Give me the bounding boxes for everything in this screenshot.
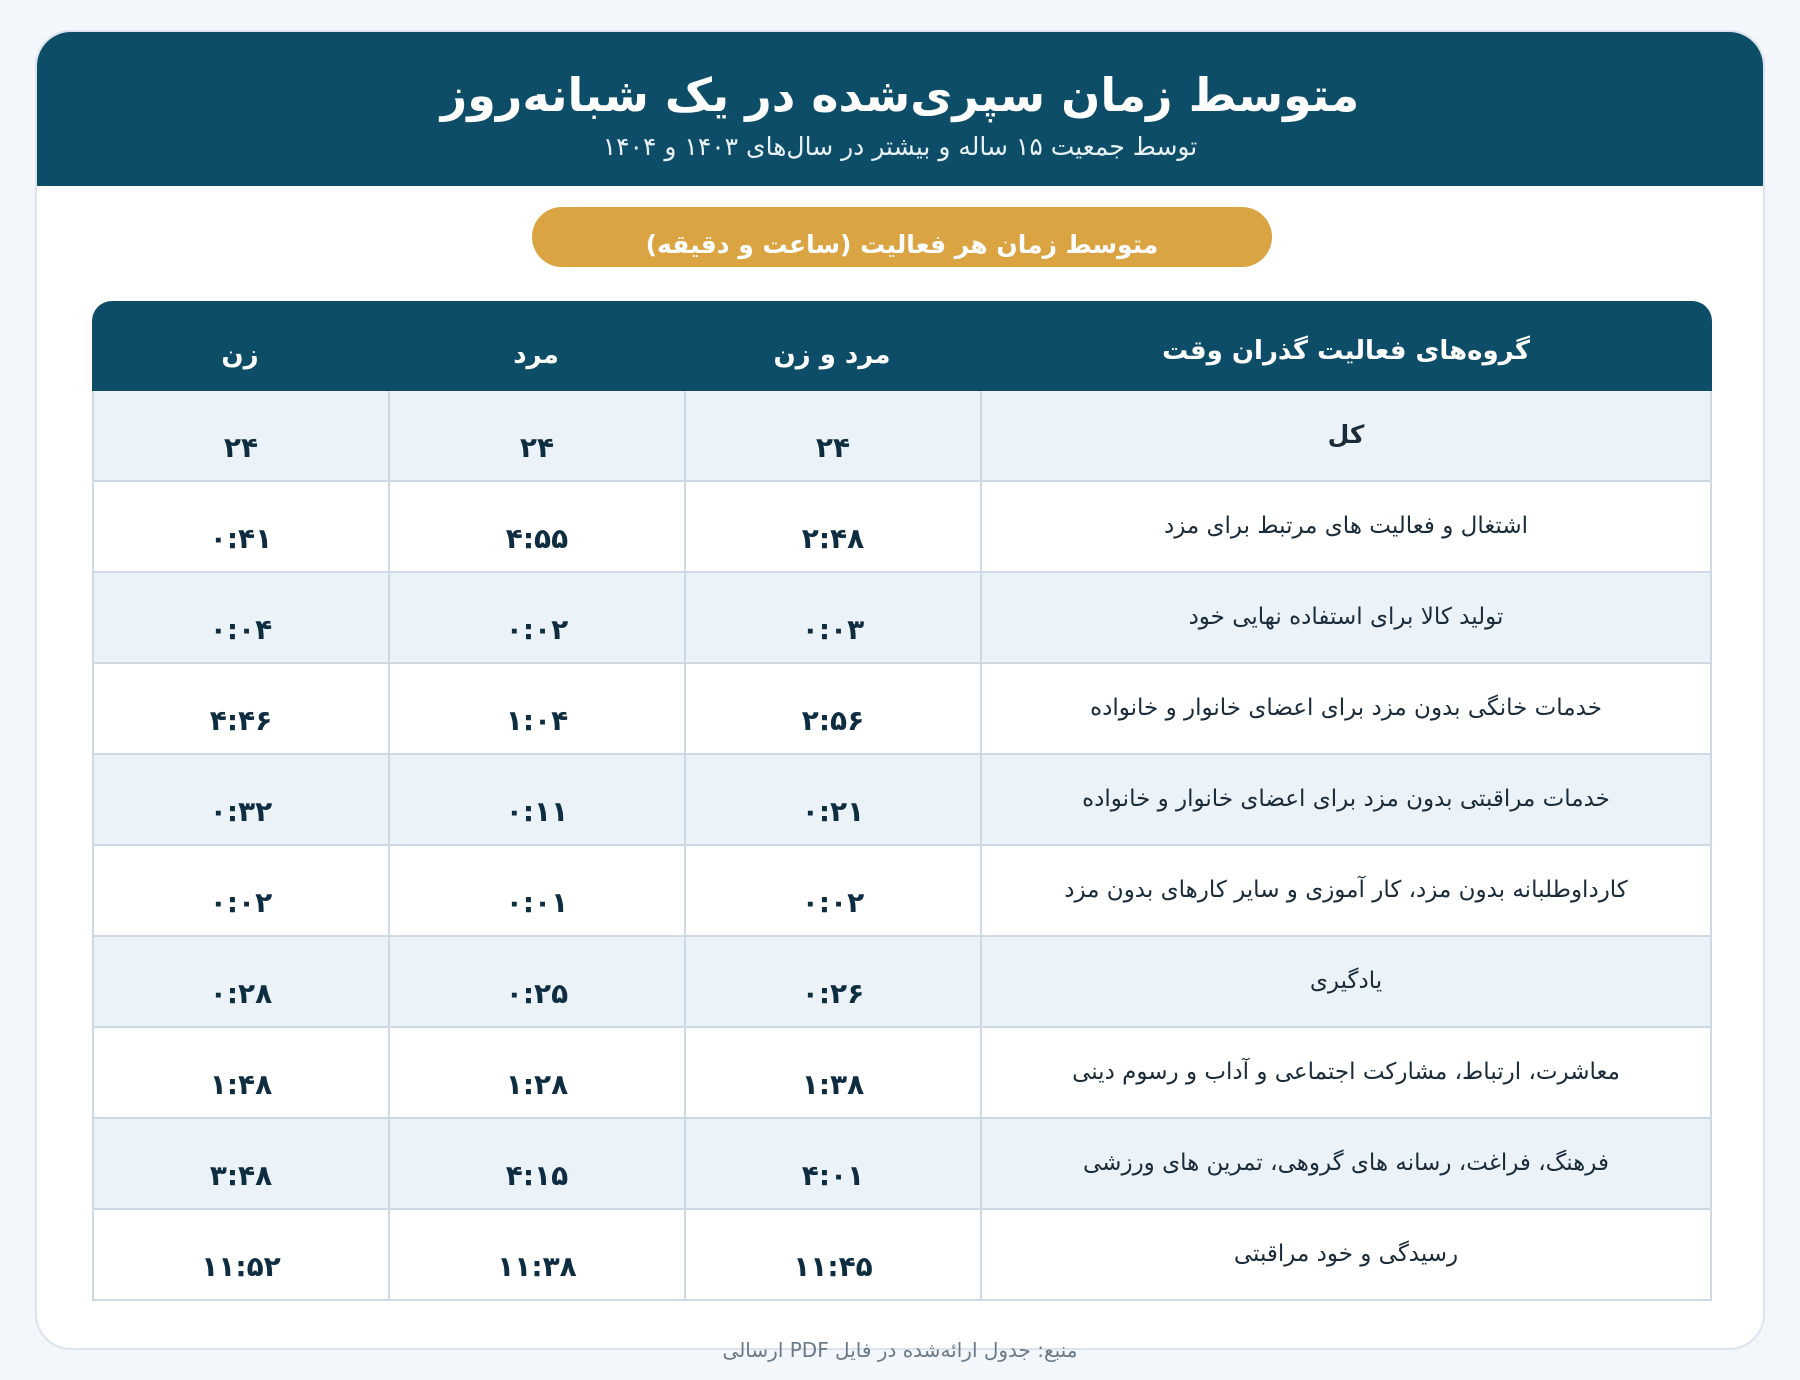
table-row [92,482,1712,573]
column-header-both: مرد و زن [773,340,891,370]
unit-badge: متوسط زمان هر فعالیت (ساعت و دقیقه) [532,207,1272,267]
activity-cell: کل [980,391,1712,482]
women-cell: ۰:۰۲ [92,846,388,937]
activity-cell: یادگیری [980,937,1712,1028]
both-cell: ۰:۲۶ [684,937,980,1028]
infographic-card [35,30,1765,1350]
activity-cell: رسیدگی و خود مراقبتی [980,1210,1712,1301]
page-subtitle: توسط جمعیت ۱۵ ساله و بیشتر در سال‌های ۱۴۰۳ و ۱۴۰۴ [602,132,1198,161]
women-cell: ۱۱:۵۲ [92,1210,388,1301]
men-cell: ۲۴ [388,391,684,482]
activity-cell: فرهنگ، فراغت، رسانه های گروهی، تمرین های ورزشی [980,1119,1712,1210]
men-cell: ۰:۰۲ [388,573,684,664]
table-row [92,755,1712,846]
table-body [92,391,1712,1301]
table-row [92,664,1712,755]
men-cell: ۱۱:۳۸ [388,1210,684,1301]
women-cell: ۲۴ [92,391,388,482]
both-cell: ۴:۰۱ [684,1119,980,1210]
men-cell: ۱:۲۸ [388,1028,684,1119]
men-cell: ۴:۱۵ [388,1119,684,1210]
activity-cell: تولید کالا برای استفاده نهایی خود [980,573,1712,664]
table-row-total [92,391,1712,482]
table-row [92,1210,1712,1301]
both-cell: ۰:۰۲ [684,846,980,937]
column-header-women: زن [221,340,259,370]
activity-cell: معاشرت، ارتباط، مشارکت اجتماعی و آداب و رسوم دینی [980,1028,1712,1119]
source-note: منبع: جدول ارائه‌شده در فایل PDF ارسالی [722,1338,1078,1362]
men-cell: ۰:۰۱ [388,846,684,937]
table-row [92,937,1712,1028]
time-use-table [92,301,1712,1305]
table-row [92,846,1712,937]
both-cell: ۲:۵۶ [684,664,980,755]
men-cell: ۱:۰۴ [388,664,684,755]
men-cell: ۴:۵۵ [388,482,684,573]
activity-cell: اشتغال و فعالیت های مرتبط برای مزد [980,482,1712,573]
women-cell: ۳:۴۸ [92,1119,388,1210]
activity-cell: کارداوطلبانه بدون مزد، کار آموزی و سایر کارهای بدون مزد [980,846,1712,937]
women-cell: ۰:۲۸ [92,937,388,1028]
column-header-men: مرد [513,340,559,370]
table-row [92,573,1712,664]
both-cell: ۲:۴۸ [684,482,980,573]
column-header-activity: گروه‌های فعالیت گذران وقت [1162,336,1530,366]
both-cell: ۰:۰۳ [684,573,980,664]
header-banner [37,32,1763,186]
women-cell: ۴:۴۶ [92,664,388,755]
table-row [92,1028,1712,1119]
women-cell: ۰:۳۲ [92,755,388,846]
both-cell: ۰:۲۱ [684,755,980,846]
activity-cell: خدمات خانگی بدون مزد برای اعضای خانوار و خانواده [980,664,1712,755]
men-cell: ۰:۲۵ [388,937,684,1028]
table-header [92,301,1712,391]
both-cell: ۱۱:۴۵ [684,1210,980,1301]
women-cell: ۰:۴۱ [92,482,388,573]
women-cell: ۱:۴۸ [92,1028,388,1119]
activity-cell: خدمات مراقبتی بدون مزد برای اعضای خانوار و خانواده [980,755,1712,846]
both-cell: ۱:۳۸ [684,1028,980,1119]
page-title: متوسط زمان سپری‌شده در یک شبانه‌روز [440,68,1360,122]
table-row [92,1119,1712,1210]
women-cell: ۰:۰۴ [92,573,388,664]
both-cell: ۲۴ [684,391,980,482]
men-cell: ۰:۱۱ [388,755,684,846]
